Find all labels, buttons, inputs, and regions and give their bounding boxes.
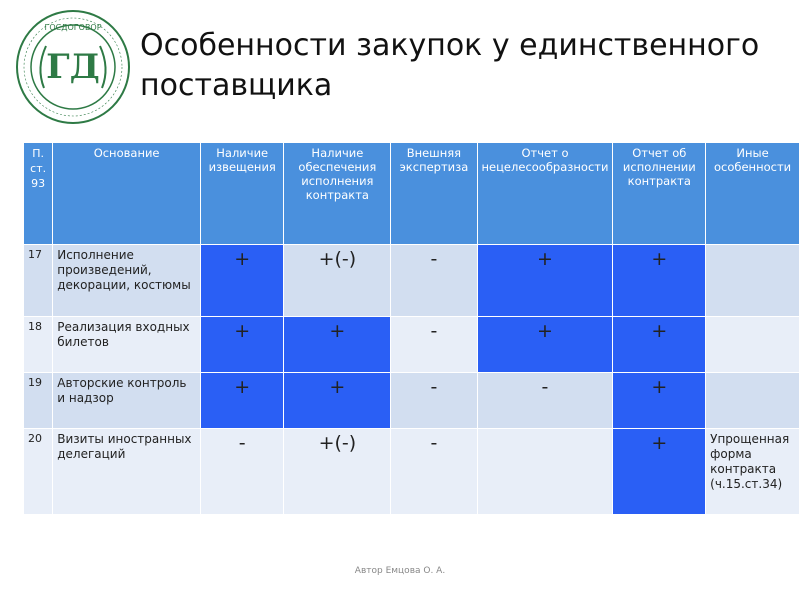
header-num: П. ст. 93: [24, 143, 53, 245]
cell-security: +(-): [284, 245, 391, 317]
row-basis: Визиты иностранных делегаций: [53, 429, 201, 515]
header-basis: Основание: [53, 143, 201, 245]
cell-report-execution: +: [613, 429, 706, 515]
row-basis: Исполнение произведений, декорации, костюмы: [53, 245, 201, 317]
svg-text:ГОСДОГОВОР: ГОСДОГОВОР: [44, 23, 102, 32]
cell-notice: +: [200, 245, 283, 317]
row-basis: Реализация входных билетов: [53, 317, 201, 373]
svg-text:ГД: ГД: [46, 47, 100, 87]
header-expertise: Внешняя экспертиза: [391, 143, 477, 245]
table-header-row: [24, 143, 800, 245]
cell-other: [706, 245, 800, 317]
cell-expertise: -: [391, 429, 477, 515]
cell-security: +: [284, 373, 391, 429]
table-row: [24, 373, 800, 429]
row-num: 20: [24, 429, 53, 515]
table-row: [24, 245, 800, 317]
cell-report-inexpediency: [477, 429, 613, 515]
page-title: Особенности закупок у единственного поставщика: [140, 28, 760, 103]
cell-expertise: -: [391, 317, 477, 373]
cell-report-execution: +: [613, 373, 706, 429]
cell-notice: +: [200, 317, 283, 373]
header-security: Наличие обеспечения исполнения контракта: [284, 143, 391, 245]
procurement-table: [23, 142, 800, 515]
cell-other: Упрощенная форма контракта (ч.15.ст.34): [706, 429, 800, 515]
cell-report-inexpediency: +: [477, 245, 613, 317]
header-other: Иные особенности: [706, 143, 800, 245]
cell-report-inexpediency: -: [477, 373, 613, 429]
cell-report-execution: +: [613, 245, 706, 317]
cell-security: +(-): [284, 429, 391, 515]
cell-notice: +: [200, 373, 283, 429]
cell-report-inexpediency: +: [477, 317, 613, 373]
header-report-inexpediency: Отчет о нецелесообразности: [477, 143, 613, 245]
row-num: 19: [24, 373, 53, 429]
cell-other: [706, 373, 800, 429]
table-row: [24, 429, 800, 515]
row-num: 18: [24, 317, 53, 373]
cell-report-execution: +: [613, 317, 706, 373]
table-row: [24, 317, 800, 373]
cell-security: +: [284, 317, 391, 373]
cell-other: [706, 317, 800, 373]
cell-expertise: -: [391, 245, 477, 317]
company-logo: [14, 8, 132, 126]
cell-notice: -: [200, 429, 283, 515]
cell-expertise: -: [391, 373, 477, 429]
row-num: 17: [24, 245, 53, 317]
header-notice: Наличие извещения: [200, 143, 283, 245]
author-footer: Автор Емцова О. А.: [354, 566, 446, 576]
row-basis: Авторские контроль и надзор: [53, 373, 201, 429]
header-report-execution: Отчет об исполнении контракта: [613, 143, 706, 245]
